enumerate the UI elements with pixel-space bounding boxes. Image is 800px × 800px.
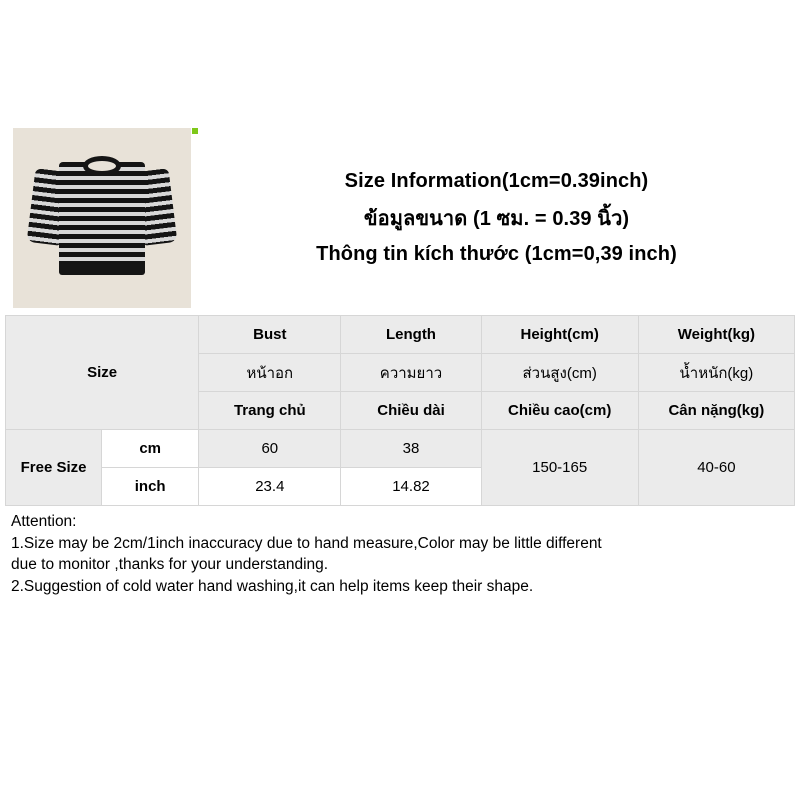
green-marker-icon [192, 128, 198, 134]
size-table [5, 315, 795, 506]
col-header-weight-vi: Cân nặng(kg) [638, 392, 794, 430]
value-height-range: 150-165 [481, 430, 638, 506]
col-header-weight-th: น้ำหนัก(kg) [638, 354, 794, 392]
value-weight-range: 40-60 [638, 430, 794, 506]
col-header-height-th: ส่วนสูง(cm) [481, 354, 638, 392]
col-header-bust-vi: Trang chủ [199, 392, 341, 430]
row-label-free-size: Free Size [6, 430, 102, 506]
col-header-height-vi: Chiều cao(cm) [481, 392, 638, 430]
size-header-cell: Size [6, 316, 199, 430]
col-header-height-en: Height(cm) [481, 316, 638, 354]
attention-heading: Attention: [11, 513, 77, 530]
size-chart-sheet [5, 120, 795, 606]
unit-inch: inch [102, 468, 199, 506]
product-photo-image [13, 128, 191, 308]
value-bust-inch: 23.4 [199, 468, 341, 506]
product-photo [5, 120, 198, 315]
attention-block [5, 506, 795, 606]
col-header-length-th: ความยาว [341, 354, 481, 392]
value-bust-cm: 60 [199, 430, 341, 468]
header-row [5, 120, 795, 315]
col-header-weight-en: Weight(kg) [638, 316, 794, 354]
col-header-length-vi: Chiều dài [341, 392, 481, 430]
attention-line-2: due to monitor ,thanks for your understanding. [11, 556, 329, 574]
col-header-bust-en: Bust [199, 316, 341, 354]
garment-hem [59, 264, 145, 275]
col-header-bust-th: หน้าอก [199, 354, 341, 392]
col-header-length-en: Length [341, 316, 481, 354]
table-row-header-en [6, 316, 795, 354]
title-block [198, 120, 795, 315]
title-vi: Thông tin kích thước (1cm=0,39 inch) [316, 242, 677, 265]
value-length-inch: 14.82 [341, 468, 481, 506]
title-en: Size Information(1cm=0.39inch) [344, 169, 649, 192]
attention-line-3: 2.Suggestion of cold water hand washing,it can help items keep their shape. [11, 577, 534, 595]
attention-line-1: 1.Size may be 2cm/1inch inaccuracy due to hand measure,Color may be little different [11, 534, 602, 552]
garment-illustration [31, 148, 173, 288]
unit-cm: cm [102, 430, 199, 468]
garment-body [59, 162, 145, 274]
table-row-cm [6, 430, 795, 468]
title-th: ข้อมูลขนาด (1 ซม. = 0.39 นิ้ว) [363, 207, 630, 230]
garment-collar [83, 156, 121, 176]
value-length-cm: 38 [341, 430, 481, 468]
